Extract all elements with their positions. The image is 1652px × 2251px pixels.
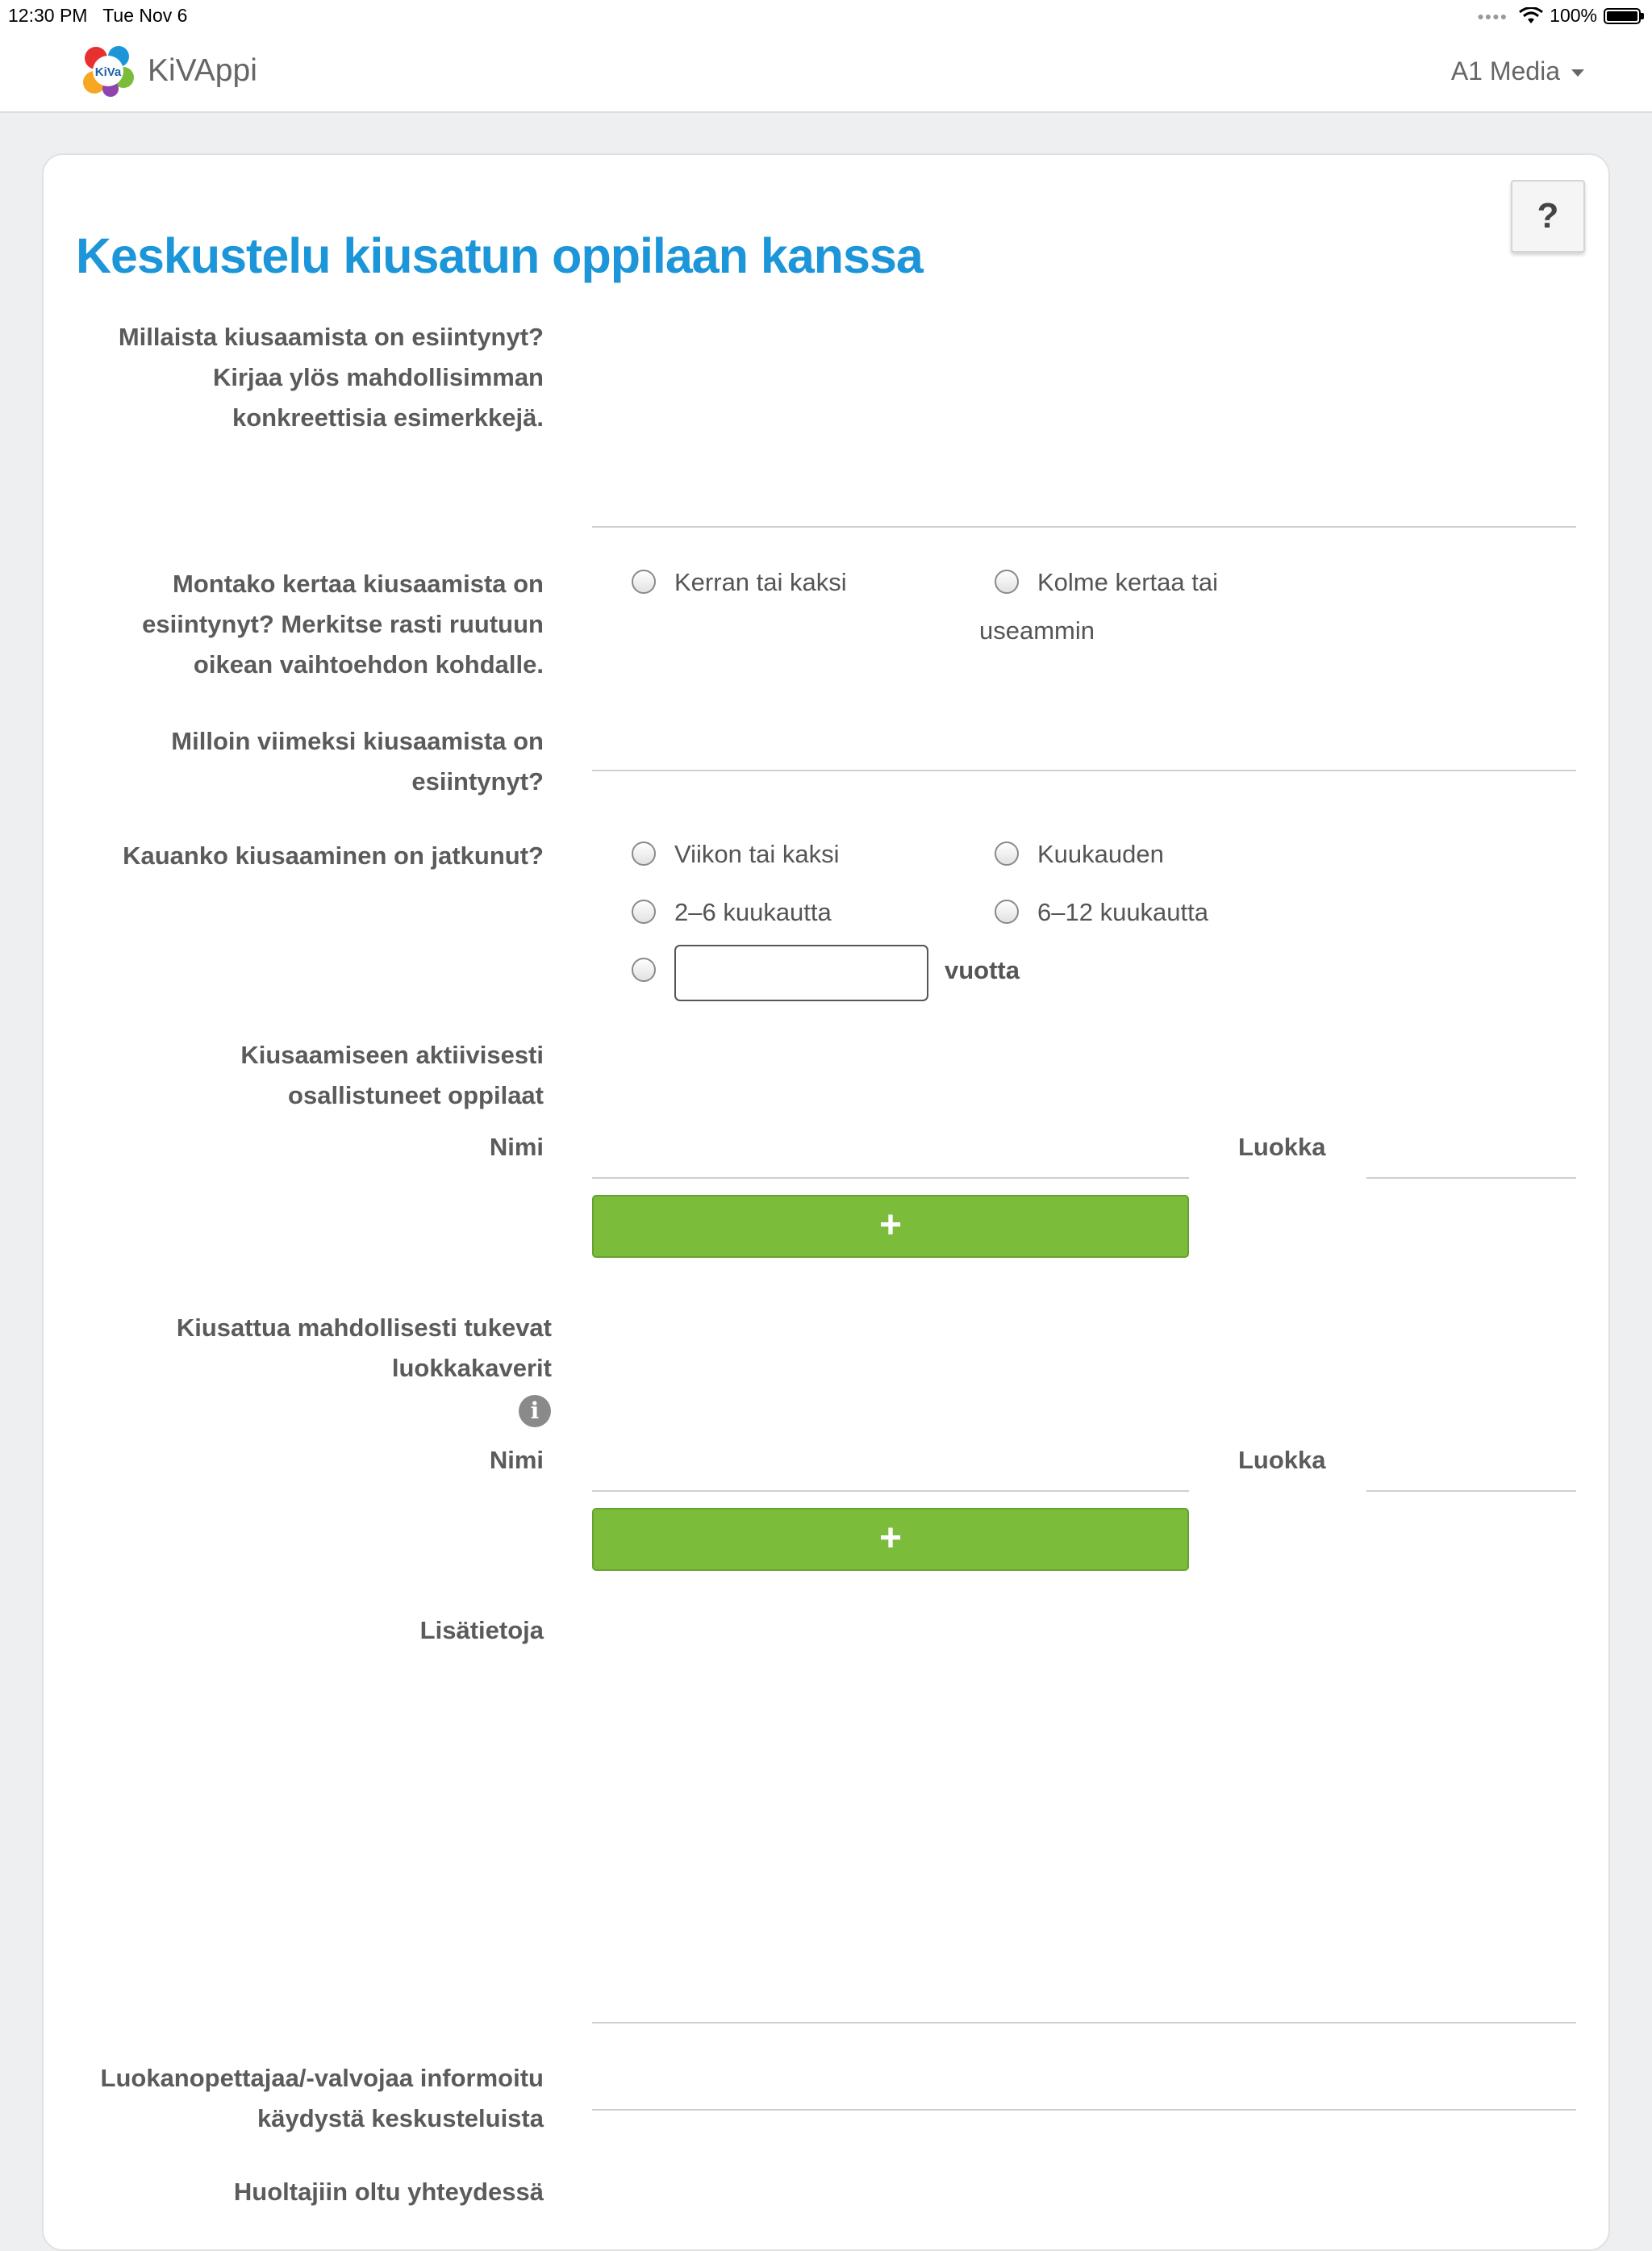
add-active-participant-button[interactable] bbox=[592, 1195, 1189, 1258]
plus-icon: + bbox=[878, 1204, 903, 1247]
active-name-field[interactable] bbox=[592, 1177, 1189, 1179]
option-three-or-more: Kolme kertaa tai bbox=[1037, 568, 1218, 596]
user-menu[interactable] bbox=[1451, 56, 1584, 86]
years-input[interactable] bbox=[674, 945, 928, 1001]
option-6-12-months: 6–12 kuukautta bbox=[1037, 898, 1209, 926]
kiva-logo[interactable] bbox=[78, 42, 138, 102]
section-supporting-classmates: Kiusattua mahdollisesti tukevat luokkakaverit bbox=[176, 1313, 552, 1382]
radio-years[interactable] bbox=[632, 958, 656, 982]
teacher-informed-field[interactable] bbox=[592, 2109, 1576, 2111]
status-time: 12:30 PM bbox=[8, 5, 88, 26]
bullying-type-field[interactable] bbox=[592, 526, 1576, 528]
option-2-6-months: 2–6 kuukautta bbox=[674, 898, 832, 926]
add-supporter-button[interactable] bbox=[592, 1508, 1189, 1571]
page-title: Keskustelu kiusatun oppilaan kanssa bbox=[76, 228, 923, 283]
option-once-or-twice: Kerran tai kaksi bbox=[674, 568, 847, 596]
question-frequency: Montako kertaa kiusaamista on esiintynyt? Merkitse rasti ruutuun oikean vaihtoehdon kohdalle. bbox=[142, 570, 544, 679]
plus-icon: + bbox=[878, 1517, 903, 1560]
signal-dots-icon: ●●●● bbox=[1477, 9, 1508, 23]
supporter-name-field[interactable] bbox=[592, 1490, 1189, 1492]
question-last-time: Milloin viimeksi kiusaamista on esiintynyt? bbox=[171, 727, 544, 796]
years-suffix: vuotta bbox=[945, 956, 1020, 984]
app-name: KiVAppi bbox=[148, 53, 257, 88]
option-month: Kuukauden bbox=[1037, 840, 1164, 868]
option-three-or-more-cont: useammin bbox=[979, 616, 1095, 645]
svg-text:KiVa: KiVa bbox=[94, 65, 122, 79]
supporter-class-field[interactable] bbox=[1366, 1490, 1576, 1492]
user-menu-label: A1 Media bbox=[1450, 56, 1560, 86]
supporter-class-label: Luokka bbox=[1238, 1446, 1326, 1474]
chevron-down-icon bbox=[1571, 69, 1584, 77]
radio-once-or-twice[interactable] bbox=[632, 570, 656, 594]
guardians-contacted-label: Huoltajiin oltu yhteydessä bbox=[233, 2178, 544, 2206]
radio-week-or-two[interactable] bbox=[632, 842, 656, 866]
status-bar bbox=[0, 0, 1652, 32]
question-bullying-type: Millaista kiusaamista on esiintynyt? Kirjaa ylös mahdollisimman konkreettisia esimerkkejä. bbox=[118, 323, 544, 432]
active-class-field[interactable] bbox=[1366, 1177, 1576, 1179]
radio-three-or-more[interactable] bbox=[995, 570, 1019, 594]
status-time-date bbox=[8, 5, 187, 27]
section-active-participants: Kiusaamiseen aktiivisesti osallistuneet oppilaat bbox=[240, 1041, 544, 1109]
battery-icon bbox=[1604, 8, 1644, 24]
status-right bbox=[1477, 5, 1644, 27]
additional-info-label: Lisätietoja bbox=[419, 1616, 544, 1644]
option-week-or-two: Viikon tai kaksi bbox=[674, 840, 840, 868]
radio-6-12-months[interactable] bbox=[995, 900, 1019, 924]
last-time-field[interactable] bbox=[592, 770, 1576, 771]
supporter-name-label: Nimi bbox=[489, 1446, 544, 1474]
app-navbar bbox=[0, 32, 1652, 113]
radio-2-6-months[interactable] bbox=[632, 900, 656, 924]
question-duration: Kauanko kiusaaminen on jatkunut? bbox=[123, 842, 544, 870]
active-name-label: Nimi bbox=[489, 1133, 544, 1161]
battery-percent: 100% bbox=[1550, 5, 1597, 26]
status-date: Tue Nov 6 bbox=[102, 5, 188, 26]
teacher-informed-label: Luokanopettajaa/-valvojaa informoitu käydystä keskusteluista bbox=[100, 2064, 544, 2132]
info-icon[interactable]: i bbox=[519, 1395, 551, 1427]
help-button[interactable]: ? bbox=[1511, 180, 1585, 253]
active-class-label: Luokka bbox=[1238, 1133, 1326, 1161]
radio-month[interactable] bbox=[995, 842, 1019, 866]
additional-info-field[interactable] bbox=[592, 2022, 1576, 2023]
wifi-icon bbox=[1519, 7, 1543, 25]
